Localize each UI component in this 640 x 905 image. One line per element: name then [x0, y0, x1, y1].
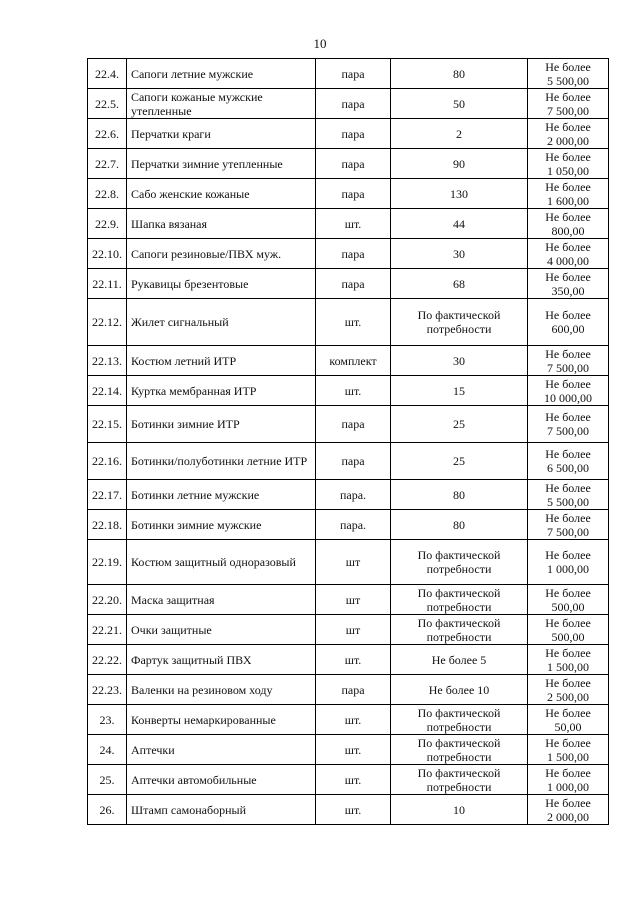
- price-value: 5 500,00: [547, 73, 589, 88]
- table-row: [88, 510, 609, 540]
- price-value: 2 000,00: [547, 133, 589, 148]
- item-name-cell: Сапоги кожаные мужские утепленные: [127, 89, 316, 119]
- item-name-cell: Ботинки/полуботинки летние ИТР: [127, 443, 316, 480]
- price-cell: [528, 795, 609, 825]
- unit-cell: пара: [316, 149, 391, 179]
- price-cell: [528, 269, 609, 299]
- table-row: [88, 89, 609, 119]
- table-row: [88, 406, 609, 443]
- unit-cell: шт.: [316, 645, 391, 675]
- price-cell: [528, 480, 609, 510]
- unit-cell: шт.: [316, 299, 391, 346]
- price-limit-label: Не более: [545, 308, 591, 322]
- table-row: [88, 269, 609, 299]
- price-cell: [528, 443, 609, 480]
- price-value: 5 500,00: [547, 494, 589, 509]
- unit-cell: пара: [316, 443, 391, 480]
- table-row: [88, 645, 609, 675]
- row-number-cell: 22.18.: [88, 510, 127, 540]
- price-cell: [528, 675, 609, 705]
- price-cell: [528, 346, 609, 376]
- unit-cell: пара: [316, 59, 391, 89]
- price-value: 2 000,00: [547, 809, 589, 824]
- unit-cell: пара: [316, 239, 391, 269]
- row-number-cell: 22.22.: [88, 645, 127, 675]
- price-value: 10 000,00: [544, 390, 592, 405]
- price-cell: [528, 59, 609, 89]
- price-cell: [528, 149, 609, 179]
- price-value: 1 000,00: [547, 779, 589, 794]
- unit-cell: пара: [316, 406, 391, 443]
- price-limit-label: Не более: [545, 585, 591, 600]
- table-row: [88, 480, 609, 510]
- quantity-cell: 44: [391, 209, 528, 239]
- price-value: 1 500,00: [547, 659, 589, 674]
- price-value: 7 500,00: [547, 424, 589, 438]
- row-number-cell: 22.11.: [88, 269, 127, 299]
- row-number-cell: 22.15.: [88, 406, 127, 443]
- item-name-cell: Очки защитные: [127, 615, 316, 645]
- price-value: 350,00: [551, 283, 585, 298]
- item-name-cell: Маска защитная: [127, 585, 316, 615]
- quantity-cell: 15: [391, 376, 528, 406]
- item-name-cell: Куртка мембранная ИТР: [127, 376, 316, 406]
- quantity-cell: По фактической потребности: [391, 299, 528, 346]
- quantity-cell: Не более 5: [391, 645, 528, 675]
- unit-cell: пара: [316, 675, 391, 705]
- table-row: [88, 179, 609, 209]
- price-limit-label: Не более: [545, 615, 591, 630]
- item-name-cell: Аптечки: [127, 735, 316, 765]
- price-value: 2 500,00: [547, 689, 589, 704]
- quantity-cell: По фактической потребности: [391, 705, 528, 735]
- price-cell: [528, 645, 609, 675]
- price-limit-label: Не более: [545, 480, 591, 495]
- price-limit-label: Не более: [545, 705, 591, 720]
- price-value: 1 050,00: [547, 163, 589, 178]
- item-name-cell: Аптечки автомобильные: [127, 765, 316, 795]
- price-limit-label: Не более: [545, 269, 591, 284]
- price-value: 600,00: [551, 322, 585, 336]
- price-cell: [528, 89, 609, 119]
- price-cell: [528, 299, 609, 346]
- item-name-cell: Ботинки зимние мужские: [127, 510, 316, 540]
- price-value: 50,00: [554, 719, 582, 734]
- item-name-cell: Фартук защитный ПВХ: [127, 645, 316, 675]
- price-limit-label: Не более: [545, 119, 591, 134]
- price-value: 500,00: [551, 599, 585, 614]
- price-limit-label: Не более: [545, 510, 591, 525]
- price-value: 800,00: [551, 223, 585, 238]
- price-value: 7 500,00: [547, 103, 589, 118]
- price-cell: [528, 735, 609, 765]
- row-number-cell: 22.16.: [88, 443, 127, 480]
- quantity-cell: 50: [391, 89, 528, 119]
- quantity-cell: По фактической потребности: [391, 615, 528, 645]
- items-table: [87, 58, 609, 825]
- item-name-cell: Штамп самонаборный: [127, 795, 316, 825]
- row-number-cell: 22.17.: [88, 480, 127, 510]
- row-number-cell: 23.: [88, 705, 127, 735]
- item-name-cell: Сабо женские кожаные: [127, 179, 316, 209]
- row-number-cell: 22.10.: [88, 239, 127, 269]
- price-value: 6 500,00: [547, 461, 589, 475]
- quantity-cell: 2: [391, 119, 528, 149]
- price-cell: [528, 585, 609, 615]
- unit-cell: шт: [316, 540, 391, 585]
- price-limit-label: Не более: [545, 765, 591, 780]
- quantity-cell: 130: [391, 179, 528, 209]
- item-name-cell: Сапоги резиновые/ПВХ муж.: [127, 239, 316, 269]
- price-value: 7 500,00: [547, 360, 589, 375]
- price-limit-label: Не более: [545, 179, 591, 194]
- price-value: 4 000,00: [547, 253, 589, 268]
- quantity-cell: 10: [391, 795, 528, 825]
- price-limit-label: Не более: [545, 346, 591, 361]
- price-cell: [528, 510, 609, 540]
- price-value: 1 000,00: [547, 562, 589, 576]
- price-limit-label: Не более: [545, 410, 591, 424]
- price-cell: [528, 705, 609, 735]
- item-name-cell: Перчатки зимние утепленные: [127, 149, 316, 179]
- quantity-cell: Не более 10: [391, 675, 528, 705]
- table-row: [88, 376, 609, 406]
- price-cell: [528, 119, 609, 149]
- unit-cell: шт.: [316, 376, 391, 406]
- quantity-cell: 80: [391, 59, 528, 89]
- table-row: [88, 540, 609, 585]
- quantity-cell: По фактической потребности: [391, 540, 528, 585]
- quantity-cell: По фактической потребности: [391, 765, 528, 795]
- item-name-cell: Костюм летний ИТР: [127, 346, 316, 376]
- item-name-cell: Перчатки краги: [127, 119, 316, 149]
- quantity-cell: 80: [391, 480, 528, 510]
- quantity-cell: По фактической потребности: [391, 735, 528, 765]
- unit-cell: пара: [316, 179, 391, 209]
- row-number-cell: 22.12.: [88, 299, 127, 346]
- item-name-cell: Жилет сигнальный: [127, 299, 316, 346]
- price-limit-label: Не более: [545, 239, 591, 254]
- table-row: [88, 585, 609, 615]
- quantity-cell: 30: [391, 346, 528, 376]
- table-row: [88, 239, 609, 269]
- item-name-cell: Ботинки летние мужские: [127, 480, 316, 510]
- quantity-cell: 25: [391, 406, 528, 443]
- price-value: 1 600,00: [547, 193, 589, 208]
- item-name-cell: Валенки на резиновом ходу: [127, 675, 316, 705]
- row-number-cell: 22.4.: [88, 59, 127, 89]
- price-value: 1 500,00: [547, 749, 589, 764]
- quantity-cell: По фактической потребности: [391, 585, 528, 615]
- table-row: [88, 209, 609, 239]
- table-row: [88, 119, 609, 149]
- price-limit-label: Не более: [545, 209, 591, 224]
- quantity-cell: 80: [391, 510, 528, 540]
- row-number-cell: 22.7.: [88, 149, 127, 179]
- price-cell: [528, 376, 609, 406]
- table-row: [88, 615, 609, 645]
- row-number-cell: 22.9.: [88, 209, 127, 239]
- price-limit-label: Не более: [545, 795, 591, 810]
- table-row: [88, 149, 609, 179]
- row-number-cell: 22.5.: [88, 89, 127, 119]
- unit-cell: шт.: [316, 705, 391, 735]
- table-row: [88, 675, 609, 705]
- table-row: [88, 765, 609, 795]
- row-number-cell: 24.: [88, 735, 127, 765]
- price-limit-label: Не более: [545, 645, 591, 660]
- unit-cell: шт.: [316, 795, 391, 825]
- price-limit-label: Не более: [545, 89, 591, 104]
- price-limit-label: Не более: [545, 447, 591, 461]
- row-number-cell: 22.6.: [88, 119, 127, 149]
- price-cell: [528, 540, 609, 585]
- table-row: [88, 346, 609, 376]
- price-limit-label: Не более: [545, 675, 591, 690]
- row-number-cell: 22.23.: [88, 675, 127, 705]
- row-number-cell: 22.14.: [88, 376, 127, 406]
- unit-cell: пара.: [316, 480, 391, 510]
- price-cell: [528, 765, 609, 795]
- item-name-cell: Сапоги летние мужские: [127, 59, 316, 89]
- quantity-cell: 25: [391, 443, 528, 480]
- unit-cell: шт: [316, 585, 391, 615]
- unit-cell: шт.: [316, 209, 391, 239]
- table-row: [88, 735, 609, 765]
- price-cell: [528, 615, 609, 645]
- price-cell: [528, 179, 609, 209]
- table-row: [88, 59, 609, 89]
- row-number-cell: 22.13.: [88, 346, 127, 376]
- unit-cell: пара: [316, 119, 391, 149]
- page-number: 10: [313, 36, 327, 51]
- table-row: [88, 705, 609, 735]
- row-number-cell: 26.: [88, 795, 127, 825]
- items-table-body: [88, 59, 609, 825]
- item-name-cell: Костюм защитный одноразовый: [127, 540, 316, 585]
- price-limit-label: Не более: [545, 735, 591, 750]
- quantity-cell: 30: [391, 239, 528, 269]
- price-limit-label: Не более: [545, 376, 591, 391]
- price-limit-label: Не более: [545, 149, 591, 164]
- unit-cell: комплект: [316, 346, 391, 376]
- row-number-cell: 22.21.: [88, 615, 127, 645]
- unit-cell: пара: [316, 89, 391, 119]
- unit-cell: шт: [316, 615, 391, 645]
- price-cell: [528, 209, 609, 239]
- quantity-cell: 90: [391, 149, 528, 179]
- price-value: 7 500,00: [547, 524, 589, 539]
- item-name-cell: Рукавицы брезентовые: [127, 269, 316, 299]
- row-number-cell: 22.20.: [88, 585, 127, 615]
- price-value: 500,00: [551, 629, 585, 644]
- row-number-cell: 25.: [88, 765, 127, 795]
- price-cell: [528, 406, 609, 443]
- price-limit-label: Не более: [545, 59, 591, 74]
- row-number-cell: 22.19.: [88, 540, 127, 585]
- unit-cell: пара: [316, 269, 391, 299]
- table-row: [88, 299, 609, 346]
- item-name-cell: Шапка вязаная: [127, 209, 316, 239]
- price-cell: [528, 239, 609, 269]
- unit-cell: шт.: [316, 765, 391, 795]
- unit-cell: шт.: [316, 735, 391, 765]
- table-row: [88, 443, 609, 480]
- quantity-cell: 68: [391, 269, 528, 299]
- price-limit-label: Не более: [545, 548, 591, 562]
- unit-cell: пара.: [316, 510, 391, 540]
- row-number-cell: 22.8.: [88, 179, 127, 209]
- item-name-cell: Ботинки зимние ИТР: [127, 406, 316, 443]
- table-row: [88, 795, 609, 825]
- item-name-cell: Конверты немаркированные: [127, 705, 316, 735]
